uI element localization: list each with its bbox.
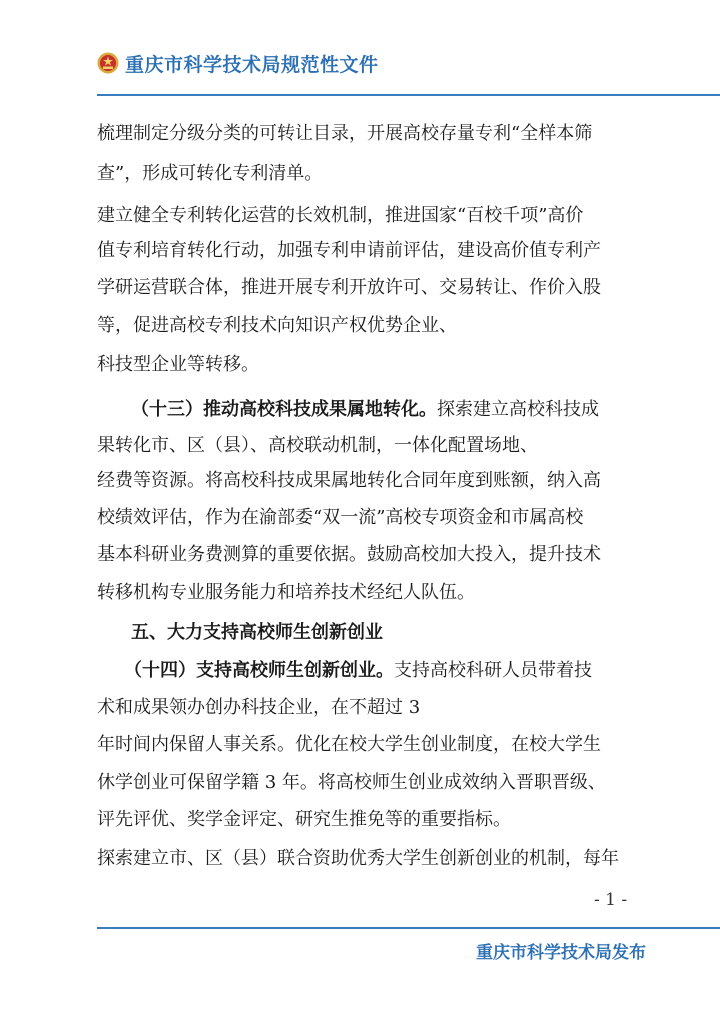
paragraph-line: 果转化市、区（县）、高校联动机制，一体化配置场地、 xyxy=(97,435,538,456)
section-13-text: 探索建立高校科技成 xyxy=(437,399,599,420)
page-number: - 1 - xyxy=(594,890,628,910)
national-emblem-icon xyxy=(97,52,119,74)
paragraph-line: 建立健全专利转化运营的长效机制，推进国家“百校千项”高价 xyxy=(97,205,584,226)
paragraph-line: 梳理制定分级分类的可转让目录，开展高校存量专利“全样本筛 xyxy=(97,123,593,144)
paragraph-line: 等，促进高校专利技术向知识产权优势企业、 xyxy=(97,315,457,336)
paragraph-line: 校绩效评估，作为在渝部委“双一流”高校专项资金和市属高校 xyxy=(97,507,584,528)
paragraph-line: 年时间内保留人事关系。优化在校大学生创业制度，在校大学生 xyxy=(97,734,601,755)
paragraph-line: 术和成果领办创办科技企业，在不超过 3 xyxy=(97,697,421,718)
section-13-title: （十三）推动高校科技成果属地转化。 xyxy=(131,399,437,420)
footer-divider xyxy=(97,927,720,929)
header-divider xyxy=(97,94,720,96)
paragraph-line: 探索建立市、区（县）联合资助优秀大学生创新创业的机制，每年 xyxy=(97,848,619,869)
paragraph-line: 评先评优、奖学金评定、研究生推免等的重要指标。 xyxy=(97,809,511,830)
paragraph-line: 基本科研业务费测算的重要依据。鼓励高校加大投入，提升技术 xyxy=(97,544,601,565)
section-heading: 五、大力支持高校师生创新创业 xyxy=(131,622,383,643)
paragraph-line: 转移机构专业服务能力和培养技术经纪人队伍。 xyxy=(97,582,475,603)
document-header xyxy=(0,0,720,96)
footer-publisher: 重庆市科学技术局发布 xyxy=(476,943,646,963)
paragraph-line: 科技型企业等转移。 xyxy=(97,354,259,375)
paragraph-line: 休学创业可保留学籍 3 年。将高校师生创业成效纳入晋职晋级、 xyxy=(97,772,606,793)
section-14-title: （十四）支持高校师生创新创业。 xyxy=(124,660,394,681)
paragraph-line: 值专利培育转化行动，加强专利申请前评估，建设高价值专利产 xyxy=(97,240,601,261)
section-14-text: 支持高校科研人员带着技 xyxy=(394,660,592,681)
paragraph-line: 查”，形成可转化专利清单。 xyxy=(97,163,323,184)
document-header-title: 重庆市科学技术局规范性文件 xyxy=(125,54,379,76)
section-13-first-line xyxy=(131,392,599,428)
paragraph-line: 经费等资源。将高校科技成果属地转化合同年度到账额，纳入高 xyxy=(97,470,601,491)
section-14-first-line xyxy=(124,653,592,689)
paragraph-line: 学研运营联合体，推进开展专利开放许可、交易转让、作价入股 xyxy=(97,277,601,298)
